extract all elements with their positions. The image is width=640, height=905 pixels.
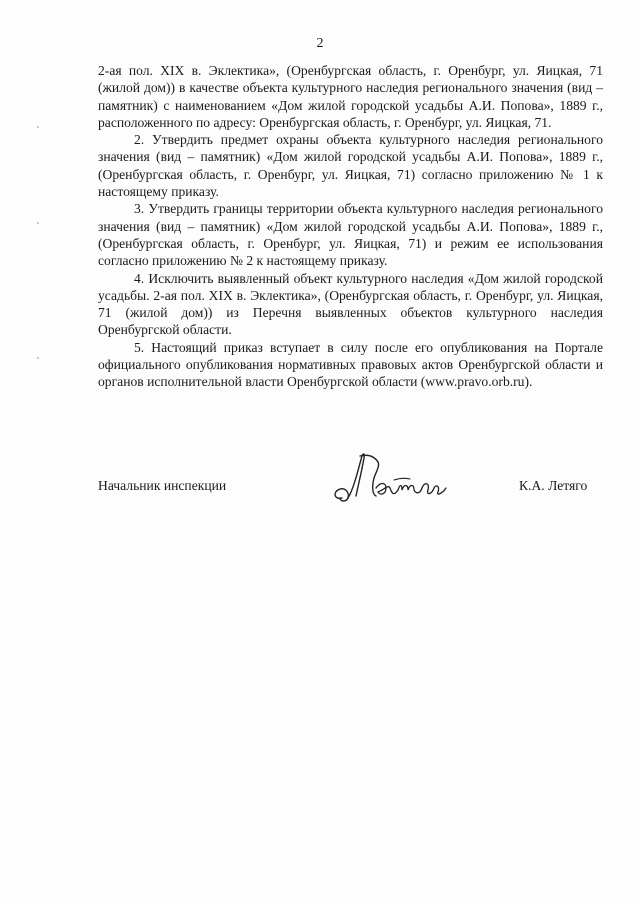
document-body: [98, 62, 603, 391]
scan-speck: [37, 126, 39, 128]
signatory-name: К.А. Летяго: [519, 478, 588, 493]
paragraph-item-2: 2. Утвердить предмет охраны объекта культурного наследия регионального значения (вид – памятник) «Дом жилой городской усадьбы А.И. Попова», 1889 г., (Оренбургская область, г. Оренбург, ул. Яицкая, 71) согласно приложению № 1 к настоящему приказу.: [98, 132, 603, 200]
handwritten-signature: [328, 448, 458, 508]
signatory-position: Начальник инспекции: [98, 478, 227, 493]
paragraph-item-4: 4. Исключить выявленный объект культурного наследия «Дом жилой городской усадьбы. 2-ая пол. XIX в. Эклектика», (Оренбургская область, г. Оренбург, ул. Яицкая, 71 (жилой дом)) из Перечня выявленных объектов культурного наследия Оренбургской области.: [98, 270, 603, 338]
scan-speck: [37, 357, 39, 359]
scan-speck: [37, 222, 39, 224]
paragraph-item-5: 5. Настоящий приказ вступает в силу после его опубликования на Портале официального опубликования нормативных правовых актов Оренбургской области и органов исполнительной власти Оренбургской области (www.pravo.orb.ru).: [98, 339, 603, 390]
paragraph-continuation: 2-ая пол. XIX в. Эклектика», (Оренбургская область, г. Оренбург, ул. Яицкая, 71 (жилой дом)) в качестве объекта культурного наследия регионального значения (вид – памятник) с наименованием «Дом жилой городской усадьбы А.И. Попова», 1889 г., расположенного по адресу: Оренбургская область, г. Оренбург, ул. Яицкая, 71.: [98, 63, 603, 130]
page-number: 2: [316, 36, 324, 51]
paragraph-item-3: 3. Утвердить границы территории объекта культурного наследия регионального значения (вид – памятник) «Дом жилой городской усадьбы А.И. Попова», 1889 г., (Оренбургская область, г. Оренбург, ул. Яицкая, 71) и режим ее использования согласно приложению № 2 к настоящему приказу.: [98, 201, 603, 269]
